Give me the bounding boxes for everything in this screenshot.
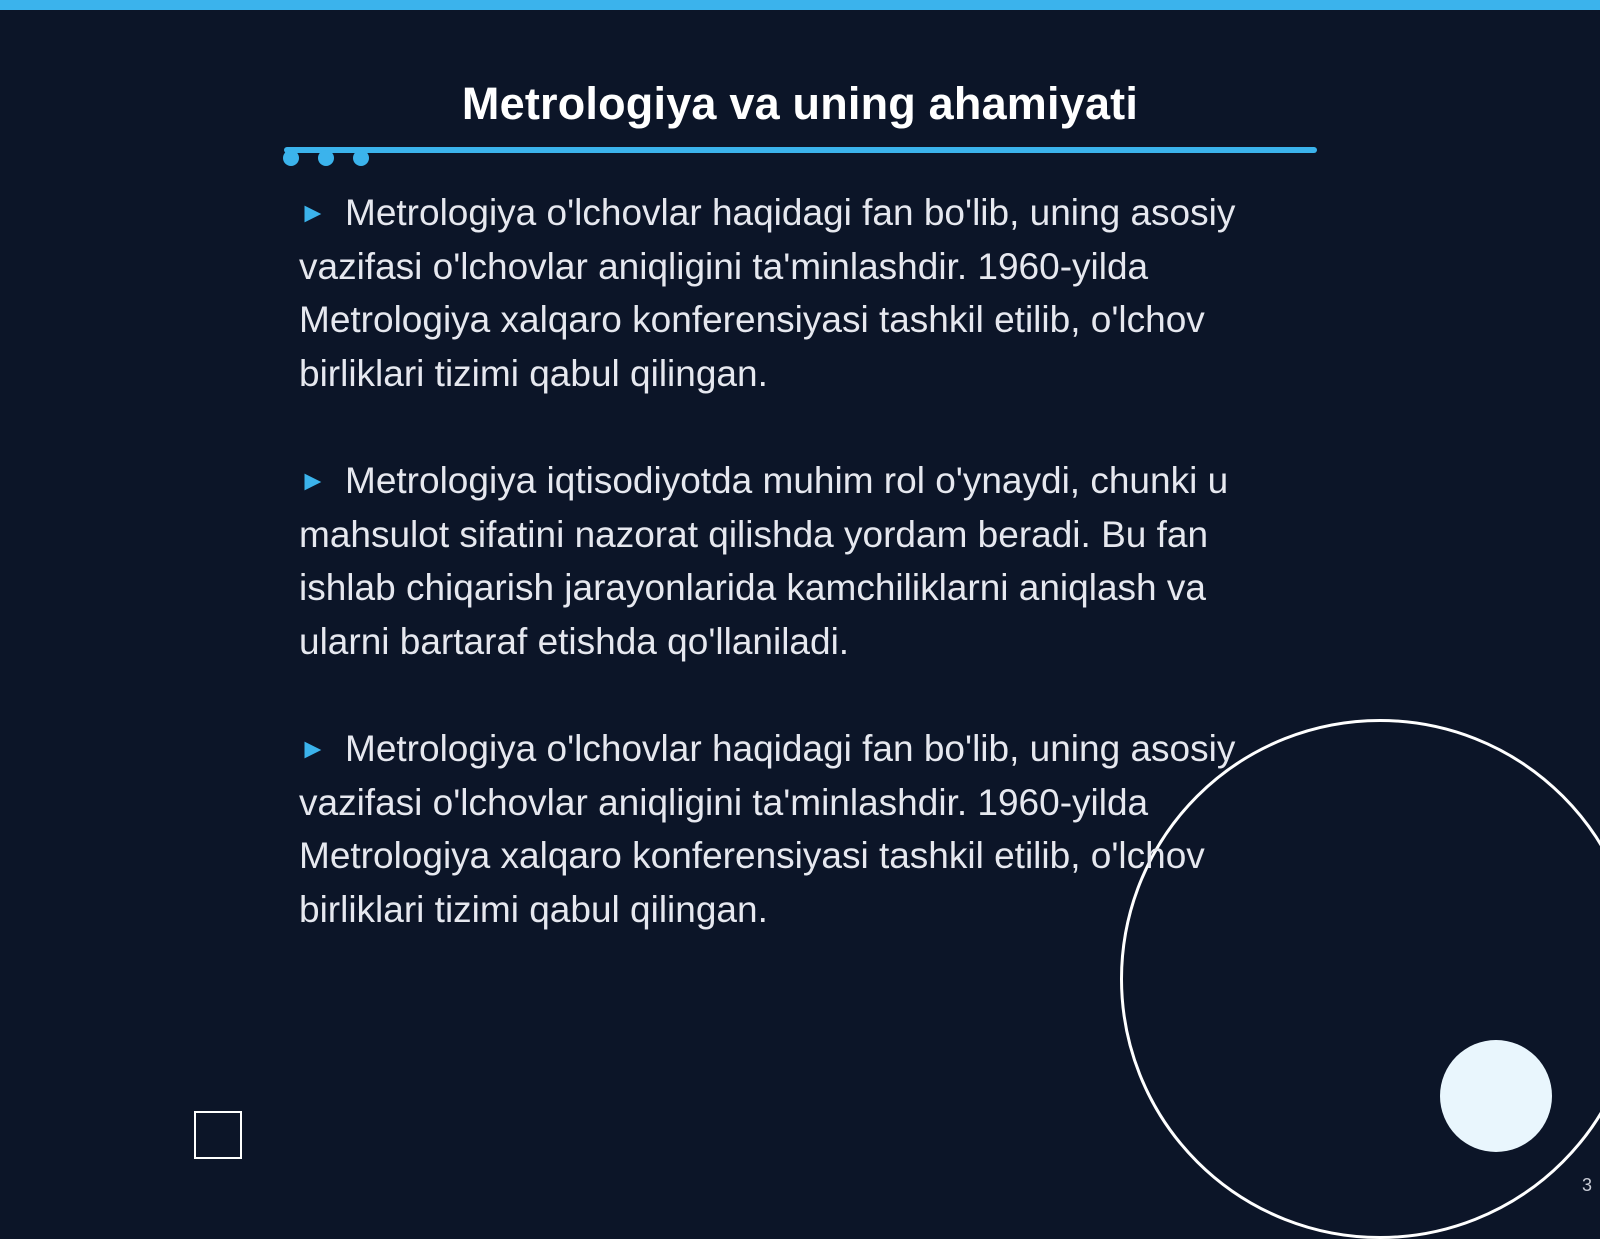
bullet-item	[299, 186, 1289, 400]
triangle-right-icon: ►	[299, 733, 327, 764]
bullet-text: Metrologiya iqtisodiyotda muhim rol o'ynaydi, chunki u mahsulot sifatini nazorat qilishda yordam beradi. Bu fan ishlab chiqarish jarayonlarida kamchiliklarni aniqlash va ularni bartaraf etishda qo'llaniladi.	[299, 460, 1229, 662]
bullet-text: Metrologiya o'lchovlar haqidagi fan bo'lib, uning asosiy vazifasi o'lchovlar aniqligini ta'minlashdir. 1960-yilda Metrologiya xalqaro konferensiyasi tashkil etilib, o'lchov birliklari tizimi qabul qilingan.	[299, 728, 1236, 930]
decorative-dot	[283, 150, 299, 166]
bullet-text: Metrologiya o'lchovlar haqidagi fan bo'lib, uning asosiy vazifasi o'lchovlar aniqligini ta'minlashdir. 1960-yilda Metrologiya xalqaro konferensiyasi tashkil etilib, o'lchov birliklari tizimi qabul qilingan.	[299, 192, 1236, 394]
bullet-item	[299, 722, 1289, 936]
slide-title: Metrologiya va uning ahamiyati	[461, 78, 1139, 129]
decorative-square	[194, 1111, 242, 1159]
title-underline	[284, 147, 1317, 153]
bullet-item	[299, 454, 1289, 668]
top-accent-bar	[0, 0, 1600, 10]
bullet-list	[299, 186, 1289, 990]
decorative-dot	[353, 150, 369, 166]
triangle-right-icon: ►	[299, 465, 327, 496]
decorative-circle-filled	[1440, 1040, 1552, 1152]
triangle-right-icon: ►	[299, 197, 327, 228]
page-number: 3	[1581, 1175, 1592, 1195]
decorative-dot	[318, 150, 334, 166]
